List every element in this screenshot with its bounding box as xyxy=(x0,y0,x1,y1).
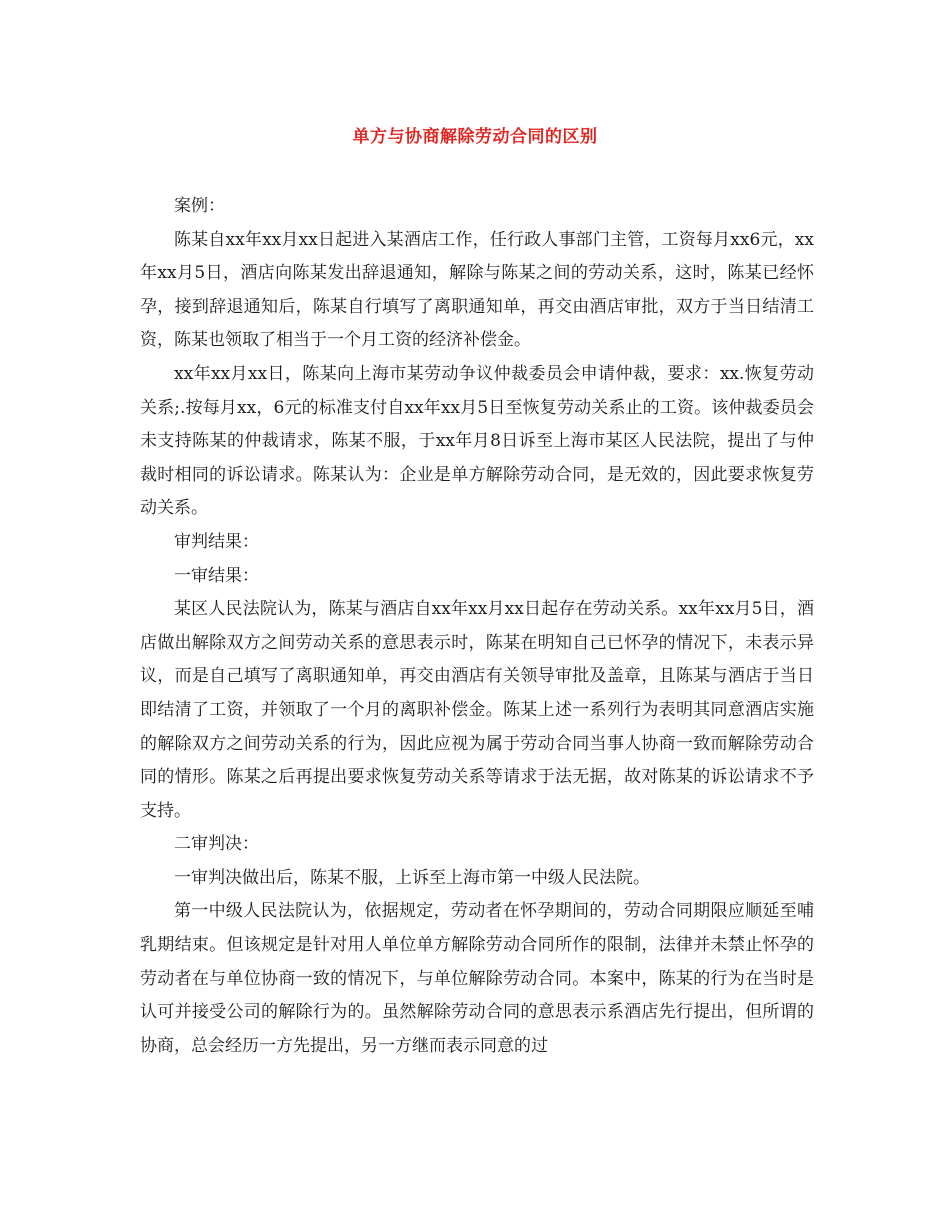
paragraph-appeal: 一审判决做出后，陈某不服，上诉至上海市第一中级人民法院。 xyxy=(174,867,650,888)
document-body xyxy=(140,190,814,1063)
paragraph-case-facts: 陈某自xx年xx月xx日起进入某酒店工作，任行政人事部门主管，工资每月xx6元，xx年xx月5日，酒店向陈某发出辞退通知，解除与陈某之间的劳动关系，这时，陈某已经怀孕，接到辞退通知后，陈某自行填写了离职通知单，再交由酒店审批，双方于当日结清工资，陈某也领取了相当于一个月工资的经济补偿金。 xyxy=(140,229,814,351)
paragraph-second-instance-heading: 二审判决： xyxy=(174,834,259,855)
document-title: 单方与协商解除劳动合同的区别 xyxy=(352,127,598,147)
paragraph-case-heading: 案例： xyxy=(174,196,225,216)
paragraph-judgment-heading: 审判结果： xyxy=(174,531,259,552)
paragraph-second-instance-ruling: 第一中级人民法院认为，依据规定，劳动者在怀孕期间的，劳动合同期限应顺延至哺乳期结束。但该规定是针对用人单位单方解除劳动合同所作的限制，法律并未禁止怀孕的劳动者在与单位协商一致的情况下，与单位解除劳动合同。本案中，陈某的行为在当时是认可并接受公司的解除行为的。虽然解除劳动合同的意思表示系酒店先行提出，但所谓的协商，总会经历一方先提出，另一方继而表示同意的过 xyxy=(140,901,814,1056)
paragraph-arbitration: xx年xx月xx日，陈某向上海市某劳动争议仲裁委员会申请仲裁，要求：xx.恢复劳动关系;.按每月xx，6元的标准支付自xx年xx月5日至恢复劳动关系止的工资。该仲裁委员会未支持陈某的仲裁请求，陈某不服，于xx年月8日诉至上海市某区人民法院，提出了与仲裁时相同的诉讼请求。陈某认为：企业是单方解除劳动合同，是无效的，因此要求恢复劳动关系。 xyxy=(140,363,814,519)
paragraph-first-instance-heading: 一审结果： xyxy=(174,565,259,586)
paragraph-first-instance-ruling: 某区人民法院认为，陈某与酒店自xx年xx月xx日起存在劳动关系。xx年xx月5日，酒店做出解除双方之间劳动关系的意思表示时，陈某在明知自己已怀孕的情况下，未表示异议，而是自己填写了离职通知单，再交由酒店有关领导审批及盖章，且陈某与酒店于当日即结清了工资，并领取了一个月的离职补偿金。陈某上述一系列行为表明其同意酒店实施的解除双方之间劳动关系的行为，因此应视为属于劳动合同当事人协商一致而解除劳动合同的情形。陈某之后再提出要求恢复劳动关系等请求于法无据，故对陈某的诉讼请求不予支持。 xyxy=(140,599,814,821)
